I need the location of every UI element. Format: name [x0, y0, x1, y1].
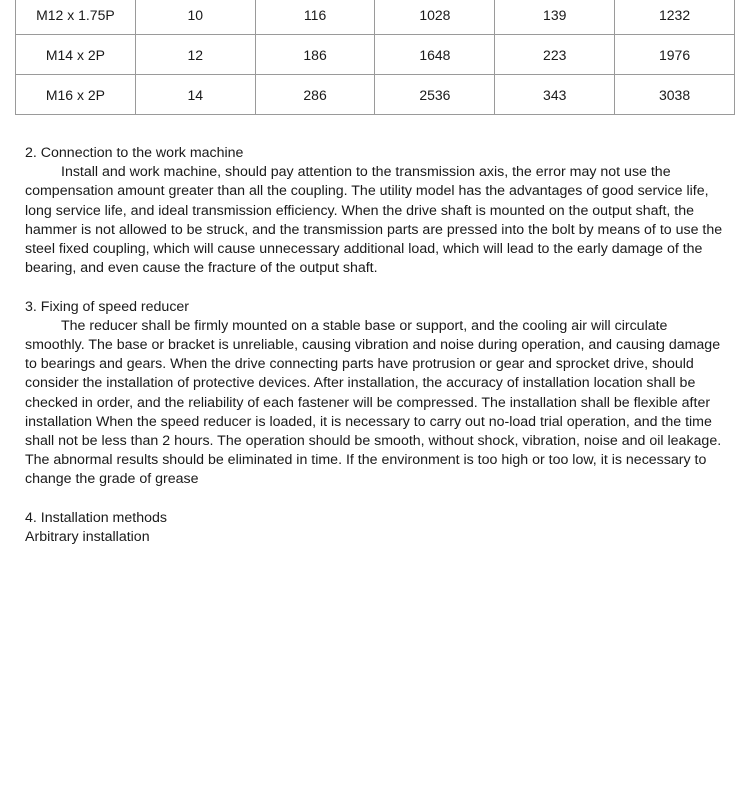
section-heading: 4. Installation methods: [25, 509, 167, 526]
bolt-spec-table: [15, 0, 735, 115]
document-body: [25, 144, 725, 566]
table-cell: 14: [135, 75, 255, 115]
table-cell: 139: [495, 0, 615, 35]
table-cell: 3038: [615, 75, 735, 115]
table-row: [16, 0, 735, 35]
table-cell: M12 x 1.75P: [16, 0, 136, 35]
table-cell: 186: [255, 35, 375, 75]
section-paragraph: Install and work machine, should pay attention to the transmission axis, the error may not use the compensation amount greater than all the coupling. The utility model has the advantages of good service life, long service life, and ideal transmission efficiency. When the drive shaft is mounted on the output shaft, the hammer is not allowed to be struck, and the transmission parts are pressed into the bolt by means of to use the steel fixed coupling, which will cause unnecessary additional load, which will lead to the early damage of the bearing, and even cause the fracture of the output shaft.: [25, 164, 723, 277]
table-cell: 2536: [375, 75, 495, 115]
table-cell: 1232: [615, 0, 735, 35]
table-cell: M16 x 2P: [16, 75, 136, 115]
table-cell: 1028: [375, 0, 495, 35]
section-paragraph: Arbitrary installation: [25, 529, 150, 546]
table-cell: 223: [495, 35, 615, 75]
section-fixing: [25, 298, 725, 490]
section-heading: 3. Fixing of speed reducer: [25, 298, 190, 315]
table-row: [16, 75, 735, 115]
section-heading: 2. Connection to the work machine: [25, 145, 244, 161]
table-cell: M14 x 2P: [16, 35, 136, 75]
table-cell: 343: [495, 75, 615, 115]
section-connection: [25, 144, 725, 278]
section-installation-methods: [25, 509, 725, 547]
table-cell: 12: [135, 35, 255, 75]
table-cell: 1648: [375, 35, 495, 75]
table-cell: 10: [135, 0, 255, 35]
table-cell: 116: [255, 0, 375, 35]
table-cell: 1976: [615, 35, 735, 75]
table-row: [16, 35, 735, 75]
table-cell: 286: [255, 75, 375, 115]
section-paragraph: The reducer shall be firmly mounted on a stable base or support, and the cooling air will circulate smoothly. The base or bracket is unreliable, causing vibration and noise during operation, and causing damage to bearings and gears. When the drive connecting parts have protrusion or gear and sprocket drive, should consider the installation of protective devices. After installation, the accuracy of installation location shall be checked in order, and the reliability of each fastener will be compressed. The installation shall be flexible after installation When the speed reducer is loaded, it is necessary to carry out no-load trial operation, and the time shall not be less than 2 hours. The operation should be smooth, without shock, vibration, noise and oil leakage. The abnormal results should be eliminated in time. If the environment is too high or too low, it is necessary to change the grade of grease: [25, 317, 722, 488]
